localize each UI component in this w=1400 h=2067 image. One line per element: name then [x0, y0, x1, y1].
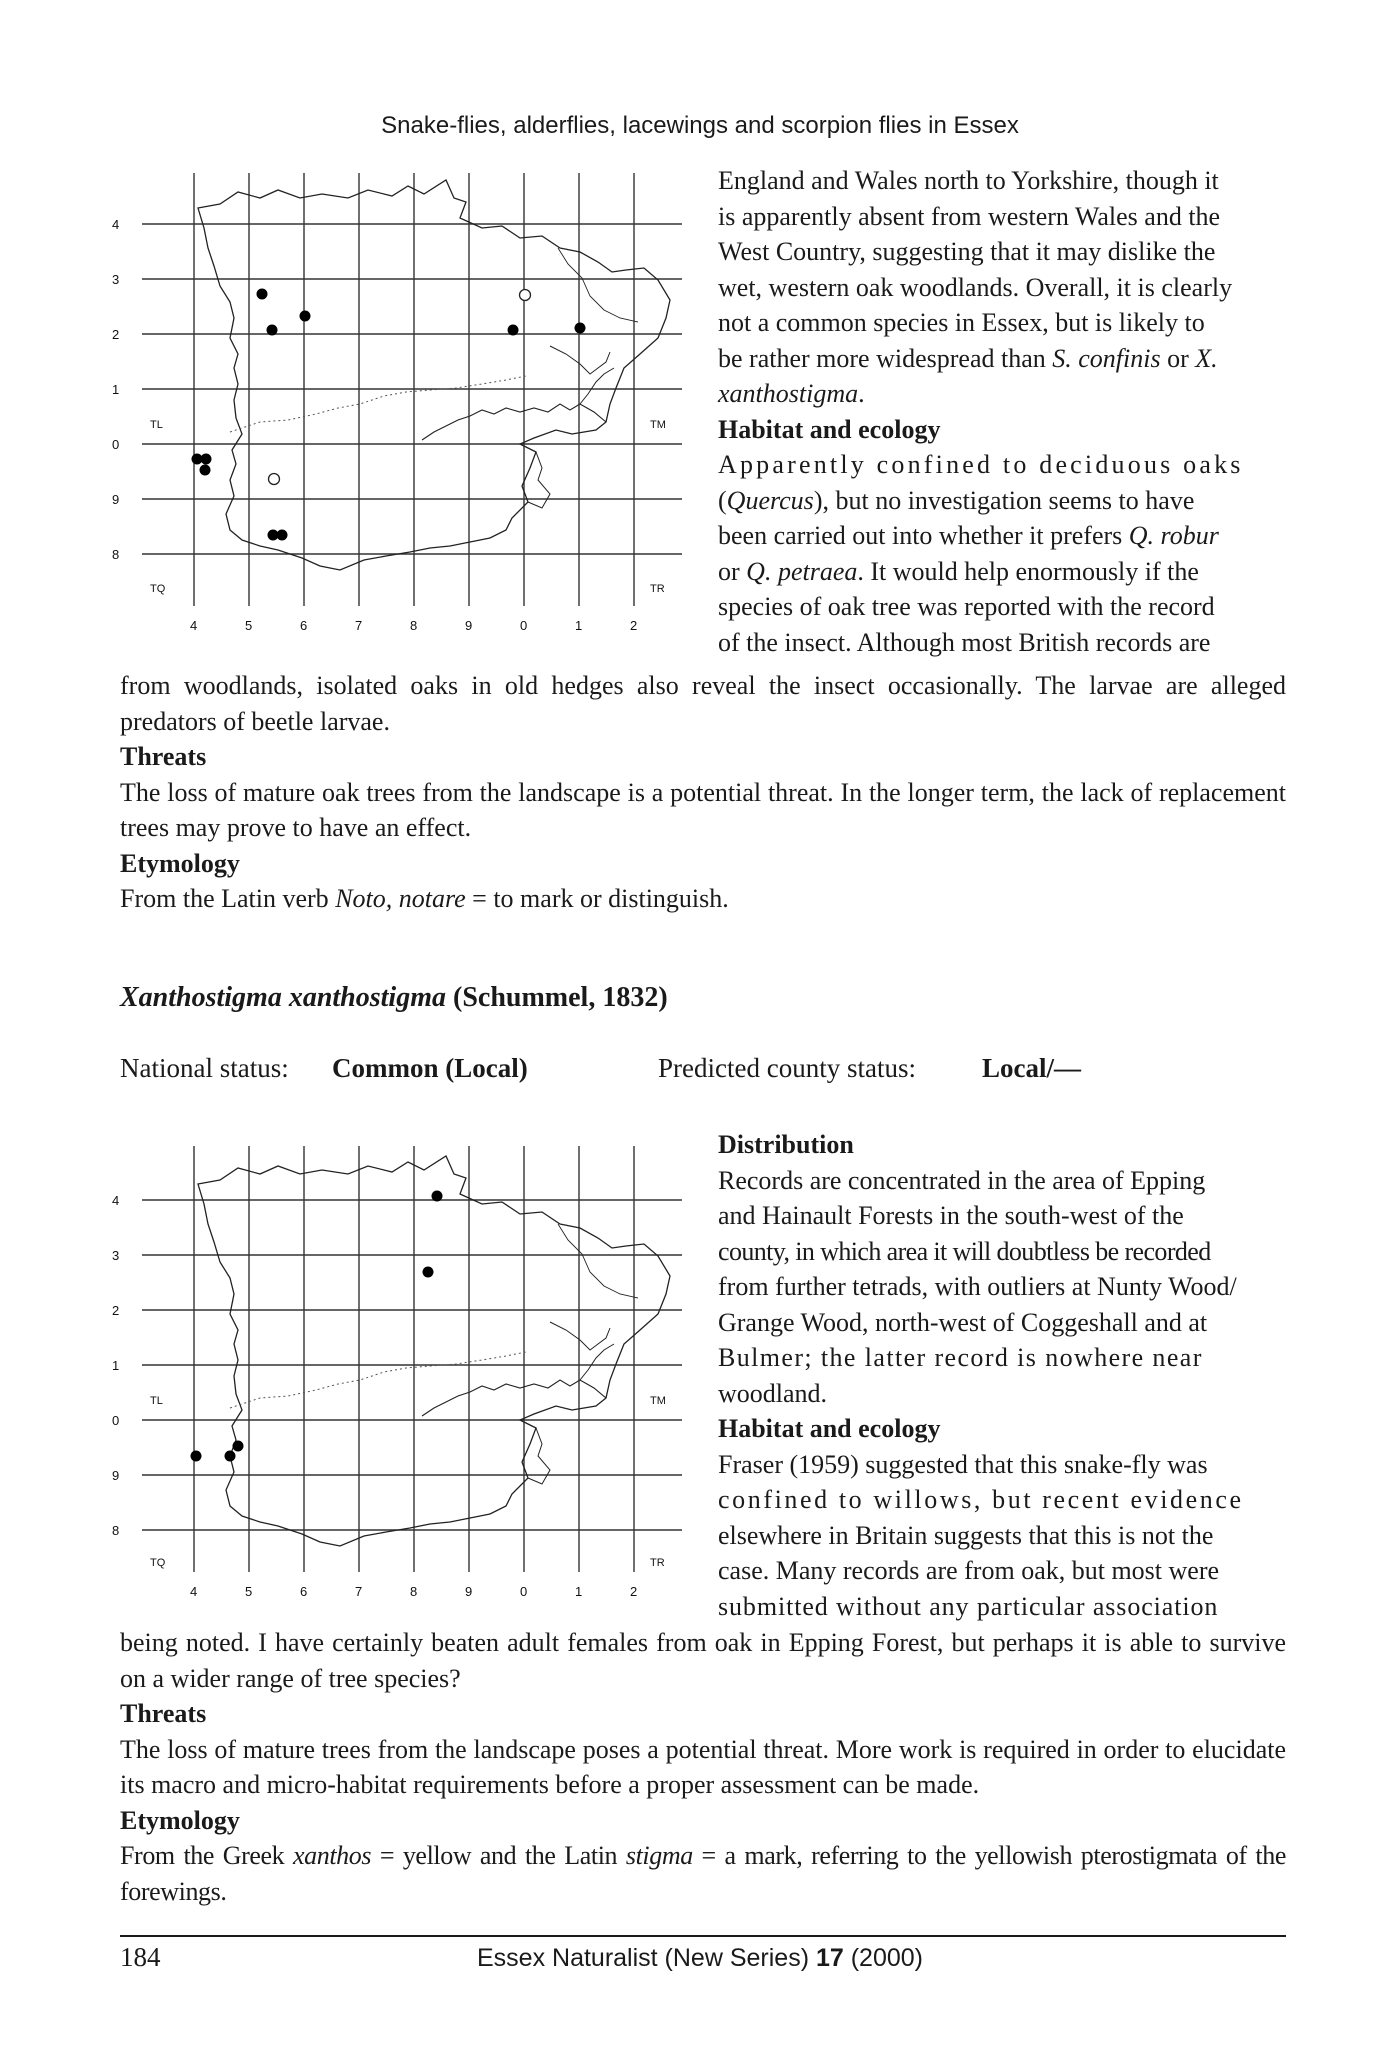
map1-row-label: 0 [112, 437, 120, 452]
habitat-heading-1: Habitat and ecology [718, 414, 941, 444]
threats-paragraph-2: The loss of mature trees from the landscape poses a potential threat. More work is required in order to elucidate its macro and micro-habitat requirements before a proper assessment can be made. [120, 1734, 1286, 1799]
distribution-map-1 [110, 168, 700, 638]
page-number: 184 [120, 1942, 161, 1972]
record-dot [200, 465, 211, 476]
map1-col-label: 4 [190, 618, 198, 633]
map2-square-label: TQ [150, 1557, 166, 1569]
map2-row-label: 4 [112, 1193, 120, 1208]
map1-row-label: 1 [112, 382, 120, 397]
map1-col-label: 9 [465, 618, 473, 633]
text-line: Apparently confined to deciduous oaks [718, 450, 1244, 479]
map2-row-label: 8 [112, 1523, 120, 1538]
map2-square-label: TR [650, 1557, 665, 1569]
map1-row-label: 4 [112, 217, 120, 232]
threats-heading-1: Threats [120, 742, 207, 771]
running-header: Snake-flies, alderflies, lacewings and scorpion flies in Essex [381, 112, 1019, 139]
map2-col-label: 8 [410, 1584, 418, 1599]
record-dot [277, 530, 288, 541]
record-dot [257, 289, 268, 300]
map1-col-label: 0 [520, 618, 528, 633]
text-line: (Quercus), but no investigation seems to have [718, 485, 1195, 515]
distribution-map-2 [110, 1132, 700, 1602]
record-dot [201, 454, 212, 465]
text-line: confined to willows, but recent evidence [718, 1485, 1244, 1514]
distribution-heading: Distribution [718, 1130, 854, 1159]
text-line: wet, western oak woodlands. Overall, it is clearly [718, 272, 1233, 302]
text-line: submitted without any particular association [718, 1591, 1219, 1621]
record-dot [225, 1451, 236, 1462]
map2-col-label: 9 [465, 1584, 473, 1599]
text-line: Bulmer; the latter record is nowhere near [718, 1343, 1203, 1372]
national-status-value: Common (Local) [332, 1053, 528, 1083]
record-dot [233, 1441, 244, 1452]
essex-map-2 [110, 1132, 700, 1602]
journal-citation: Essex Naturalist (New Series) 17 (2000) [476, 1944, 923, 1972]
map1-col-label: 2 [630, 618, 638, 633]
map1-col-label: 7 [355, 618, 363, 633]
text-line: case. Many records are from oak, but most were [718, 1556, 1220, 1585]
map2-col-label: 1 [575, 1584, 583, 1599]
essex-map-1 [110, 168, 700, 638]
section2-wrap-text [718, 1127, 1286, 1624]
county-status-value: Local/— [982, 1053, 1081, 1083]
old-record-circle [520, 290, 531, 301]
map1-row-label: 3 [112, 272, 120, 287]
etymology-heading-2: Etymology [120, 1805, 240, 1835]
map1-col-label: 5 [245, 618, 253, 633]
section1-wrap-text [718, 163, 1286, 660]
text-line: species of oak tree was reported with the record [718, 592, 1215, 621]
national-status-label: National status: [120, 1053, 289, 1083]
habitat-heading-2: Habitat and ecology [718, 1414, 941, 1443]
text-line: Records are concentrated in the area of Epping [718, 1165, 1206, 1195]
map2-row-label: 0 [112, 1413, 120, 1428]
record-dot [191, 1451, 202, 1462]
etymology-paragraph-1: From the Latin verb Noto, notare = to mark or distinguish. [120, 884, 729, 913]
map1-col-label: 1 [575, 618, 583, 633]
map1-row-label: 8 [112, 547, 120, 562]
text-line: Fraser (1959) suggested that this snake-fly was [718, 1449, 1208, 1479]
map2-col-label: 0 [520, 1584, 528, 1599]
map2-row-label: 3 [112, 1248, 120, 1263]
habitat-paragraph-1: from woodlands, isolated oaks in old hedges also reveal the insect occasionally. The larvae are alleged predators of beetle larvae. [120, 671, 1286, 736]
etymology-heading-1: Etymology [120, 848, 240, 878]
text-line: not a common species in Essex, but is likely to [718, 308, 1205, 337]
county-status-label: Predicted county status: [658, 1053, 916, 1083]
species-title: Xanthostigma xanthostigma (Schummel, 1832) [120, 982, 668, 1013]
map2-row-label: 9 [112, 1468, 120, 1483]
map2-col-label: 2 [630, 1584, 638, 1599]
map2-col-label: 5 [245, 1584, 253, 1599]
record-dot [575, 323, 586, 334]
record-dot [508, 325, 519, 336]
map1-square-label: TR [650, 583, 665, 595]
map2-square-label: TM [650, 1395, 666, 1407]
text-line: West Country, suggesting that it may dislike the [718, 237, 1216, 266]
text-line: Grange Wood, north-west of Coggeshall and at [718, 1307, 1208, 1337]
map1-square-label: TM [650, 419, 666, 431]
text-line: England and Wales north to Yorkshire, though it [718, 166, 1219, 195]
section1-full-text [120, 668, 1286, 917]
record-dot [432, 1191, 443, 1202]
map1-square-label: TL [150, 419, 163, 431]
map1-row-label: 2 [112, 327, 120, 342]
old-record-circle [269, 474, 280, 485]
map2-row-label: 2 [112, 1303, 120, 1318]
map2-row-label: 1 [112, 1358, 120, 1373]
map1-row-label: 9 [112, 492, 120, 507]
map2-col-label: 6 [300, 1584, 308, 1599]
habitat-paragraph-2: being noted. I have certainly beaten adult females from oak in Epping Forest, but perhaps it is able to survive on a wider range of tree species? [120, 1628, 1286, 1693]
text-line: woodland. [718, 1378, 828, 1408]
section2-full-text [120, 1625, 1286, 1909]
record-dot [423, 1267, 434, 1278]
text-line: be rather more widespread than S. confinis or X. [718, 343, 1218, 373]
etymology-paragraph-2: From the Greek xanthos = yellow and the Latin stigma = a mark, referring to the yellowish pterostigmata of the forewings. [120, 1841, 1286, 1906]
text-line: been carried out into whether it prefers Q. robur [718, 521, 1219, 550]
record-dot [300, 311, 311, 322]
text-line: xanthostigma. [718, 379, 865, 408]
text-line: and Hainault Forests in the south-west of the [718, 1201, 1184, 1230]
threats-heading-2: Threats [120, 1699, 207, 1728]
record-dot [267, 325, 278, 336]
map2-col-label: 7 [355, 1584, 363, 1599]
map1-square-label: TQ [150, 583, 166, 595]
map1-col-label: 8 [410, 618, 418, 633]
text-line: elsewhere in Britain suggests that this is not the [718, 1520, 1214, 1550]
text-line: of the insect. Although most British records are [718, 627, 1211, 657]
map2-col-label: 4 [190, 1584, 198, 1599]
text-line: county, in which area it will doubtless be recorded [718, 1236, 1211, 1266]
text-line: is apparently absent from western Wales and the [718, 201, 1221, 231]
text-line: from further tetrads, with outliers at Nunty Wood/ [718, 1272, 1237, 1301]
footer-rule [120, 1935, 1286, 1937]
map1-col-label: 6 [300, 618, 308, 633]
text-line: or Q. petraea. It would help enormously if the [718, 556, 1199, 586]
map2-square-label: TL [150, 1395, 163, 1407]
threats-paragraph-1: The loss of mature oak trees from the landscape is a potential threat. In the longer term, the lack of replacement trees may prove to have an effect. [120, 777, 1286, 842]
